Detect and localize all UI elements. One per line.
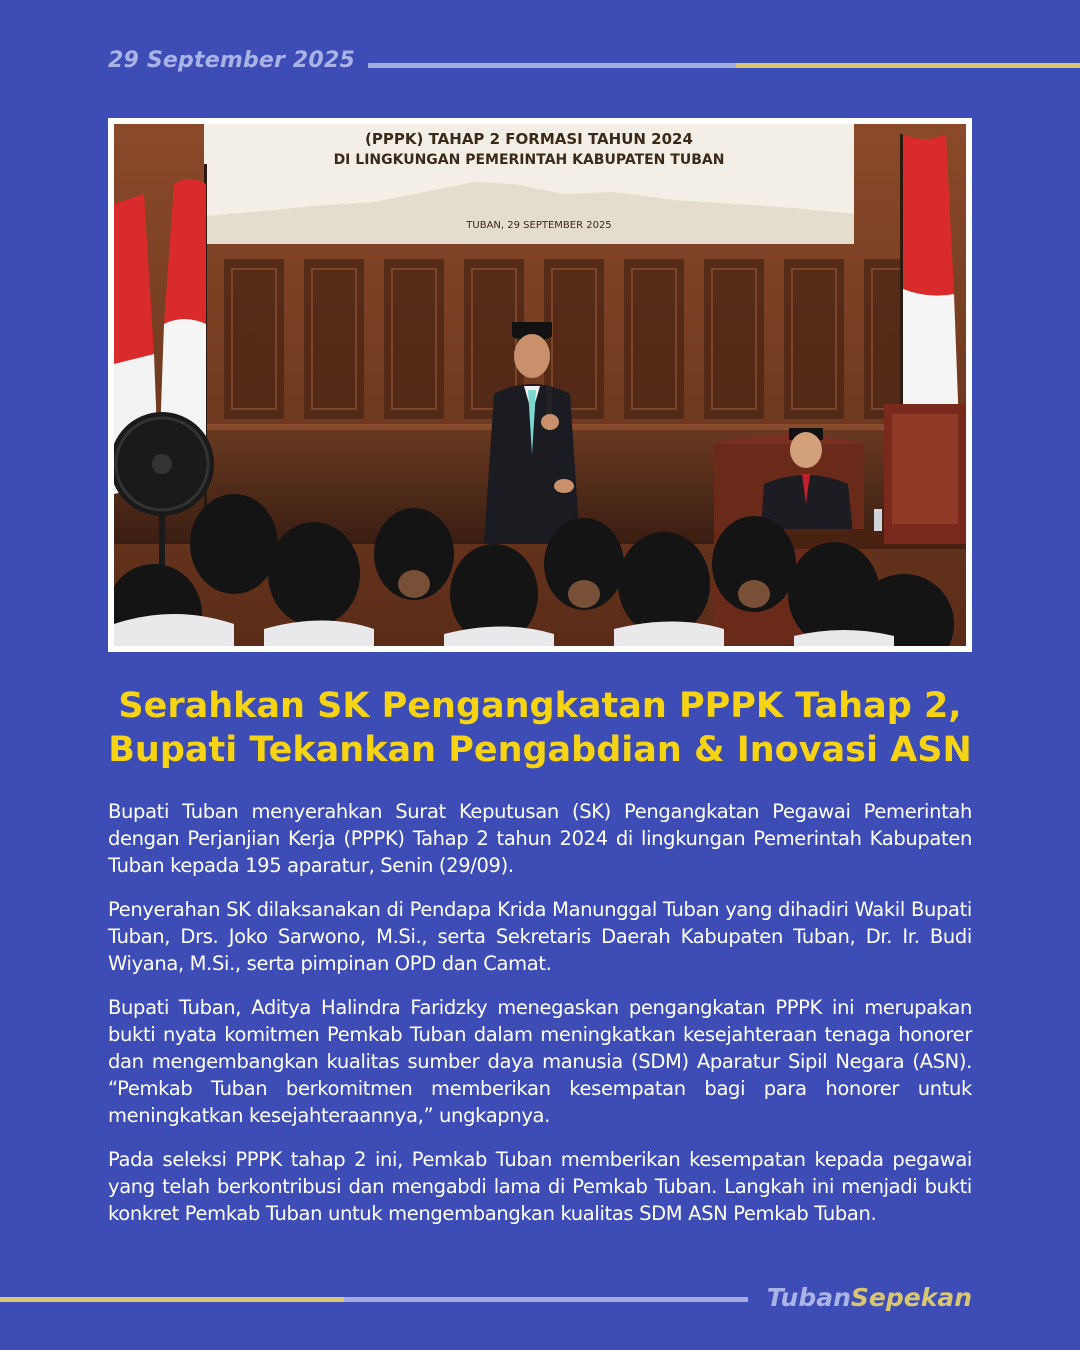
brand-name-part1: Tuban	[766, 1283, 851, 1312]
bottom-divider-gold	[0, 1297, 344, 1302]
top-divider-lavender	[368, 63, 736, 68]
article-paragraph: Bupati Tuban, Aditya Halindra Faridzky menegaskan pengangkatan PPPK ini merupakan bukti nyata komitmen Pemkab Tuban dalam meningkatkan kesejahteraan tenaga honorer dan mengembangkan kualitas sumber daya manusia (SDM) Aparatur Sipil Negara (ASN). “Pemkab Tuban berkomitmen memberikan kesempatan bagi para honorer untuk meningkatkan kesejahteraannya,” ungkapnya.	[108, 996, 972, 1127]
carved-wood-panels	[224, 259, 924, 419]
article-paragraph: Pada seleksi PPPK tahap 2 ini, Pemkab Tuban memberikan kesempatan kepada pegawai yang telah berkontribusi dan mengabdi lama di Pemkab Tuban. Langkah ini menjadi bukti konkret Pemkab Tuban untuk mengembangkan kualitas SDM ASN Pemkab Tuban.	[108, 1148, 972, 1225]
bottom-divider-lavender	[344, 1297, 748, 1302]
article-body	[108, 798, 972, 1244]
headline-line-1: Serahkan SK Pengangkatan PPPK Tahap 2,	[118, 686, 962, 726]
article-headline	[60, 684, 1020, 772]
banner-line2: DI LINGKUNGAN PEMERINTAH KABUPATEN TUBAN	[333, 152, 725, 168]
article-paragraph: Penyerahan SK dilaksanakan di Pendapa Krida Manunggal Tuban yang dihadiri Wakil Bupati Tuban, Drs. Joko Sarwono, M.Si., serta Sekretaris Daerah Kabupaten Tuban, Dr. Ir. Budi Wiyana, M.Si., serta pimpinan OPD dan Camat.	[108, 898, 972, 975]
event-photo-illustration	[114, 124, 966, 646]
brand-logo	[767, 1283, 972, 1312]
headline-line-2: Bupati Tekankan Pengabdian & Inovasi ASN	[108, 730, 972, 770]
brand-name-part2: Sepekan	[850, 1283, 972, 1312]
led-banner	[204, 124, 854, 244]
top-divider-gold	[736, 63, 1080, 68]
carved-chair	[884, 404, 966, 544]
news-photo	[114, 124, 966, 646]
news-photo-frame	[108, 118, 972, 652]
article-paragraph: Bupati Tuban menyerahkan Surat Keputusan (SK) Pengangkatan Pegawai Pemerintah dengan Perjanjian Kerja (PPPK) Tahap 2 tahun 2024 di lingkungan Pemerintah Kabupaten Tuban kepada 195 aparatur, Senin (29/09).	[108, 800, 972, 877]
banner-date: TUBAN, 29 SEPTEMBER 2025	[466, 220, 612, 231]
post-date: 29 September 2025	[108, 48, 355, 73]
banner-line1: (PPPK) TAHAP 2 FORMASI TAHUN 2024	[365, 130, 693, 148]
